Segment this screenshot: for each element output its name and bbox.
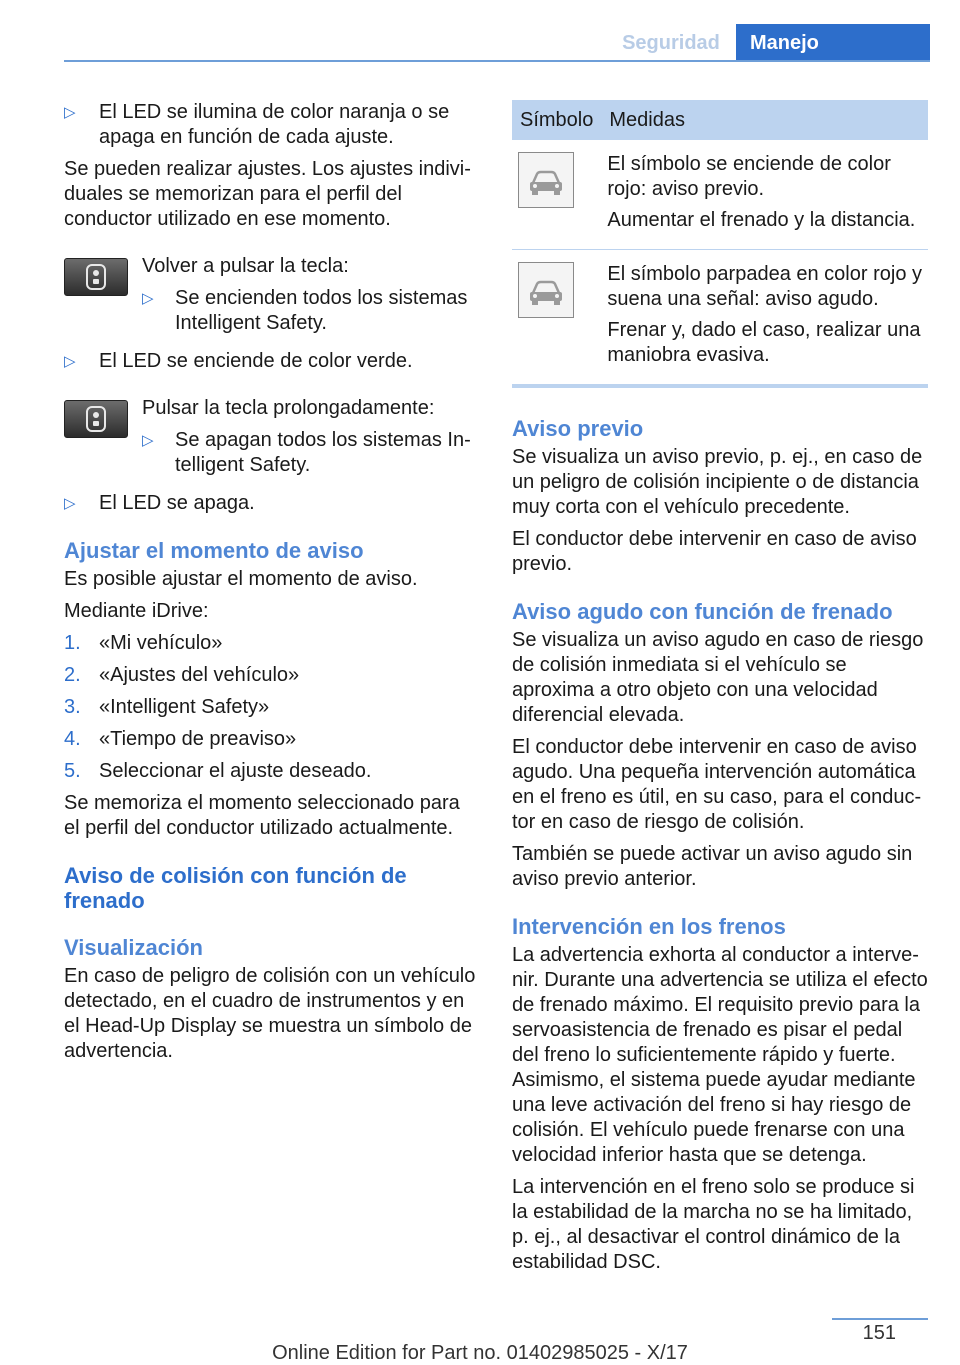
- intelligent-safety-button-icon: [64, 400, 128, 438]
- paragraph-idrive: Mediante iDrive:: [64, 600, 209, 622]
- paragraph-brake2: La intervención en el freno solo se produce si la estabilidad de la marcha no se ha limitado, p. ej., al desactivar el control dinámico de la estabilidad DSC.: [512, 1176, 915, 1273]
- row1-text-a: El símbolo se enciende de color rojo: aviso previo.: [607, 153, 891, 200]
- paragraph-possible: Es posible ajustar el momento de aviso.: [64, 568, 418, 590]
- car-warning-icon: [518, 262, 574, 318]
- key-press-long: [64, 396, 478, 485]
- steps-list: [64, 631, 478, 784]
- footer-rule: [832, 1318, 928, 1320]
- bullet-triangle-icon: ▷: [142, 432, 154, 449]
- heading-adjust: Ajustar el momento de aviso: [64, 538, 364, 563]
- table-header: [512, 100, 928, 140]
- tab-seguridad[interactable]: Seguridad: [622, 32, 720, 54]
- heading-prev: Aviso previo: [512, 416, 644, 441]
- page-header: [0, 24, 960, 62]
- tab-manejo[interactable]: Manejo: [736, 24, 930, 62]
- paragraph-acute2: El conductor debe intervenir en caso de aviso agudo. Una pequeña intervención automática en el freno es útil, en su caso, para el conductor en caso de riesgo de colisión.: [512, 736, 922, 833]
- bullet-led-green: ▷ El LED se enciende de color verde.: [64, 350, 413, 372]
- table-end-rule: [512, 384, 928, 388]
- list-item: 3. «Intelligent Safety»: [64, 696, 270, 718]
- edition-text: Online Edition for Part no. 01402985025 - X/17: [272, 1342, 688, 1364]
- col-symbol-header: Símbolo: [512, 100, 601, 140]
- paragraph-acute1: Se visualiza un aviso agudo en caso de riesgo de colisión inmediata si el vehículo se aproxima a otro objeto con una velocidad diferencial elevada.: [512, 629, 924, 726]
- key2-label: Pulsar la tecla prolongadamente:: [142, 397, 435, 419]
- list-item: 1. «Mi vehículo»: [64, 632, 223, 654]
- right-column: [512, 100, 928, 1282]
- heading-display: Visualización: [64, 935, 203, 960]
- table-row: [512, 140, 928, 250]
- heading-brake: Intervención en los frenos: [512, 914, 786, 939]
- row1-text-b: Aumentar el frenado y la distancia.: [607, 209, 916, 231]
- list-item: 4. «Tiempo de preaviso»: [64, 728, 297, 750]
- left-column: [64, 100, 478, 1071]
- paragraph-prev2: El conductor debe intervenir en caso de aviso previo.: [512, 528, 917, 575]
- paragraph-brake1: La advertencia exhorta al conductor a intervenir. Durante una advertencia se utiliza el efecto de frenado máximo. El requisito previo para la servoasistencia de frenado es pisar el pedal del freno lo suficientemente rápido y fuerte. Asimismo, el sistema puede ayudar mediante una leve activación del freno si hay riesgo de colisión. El vehículo puede frenarse con una velocidad inferior hasta que se detenga.: [512, 944, 928, 1166]
- bullet-triangle-icon: ▷: [142, 290, 154, 307]
- bullet-triangle-icon: ▷: [64, 353, 76, 370]
- symbol-table: [512, 100, 928, 384]
- bullet-triangle-icon: ▷: [64, 104, 76, 121]
- paragraph-adjust: Se pueden realizar ajustes. Los ajustes individuales se memorizan para el perfil del conductor utilizado en ese momento.: [64, 158, 471, 230]
- paragraph-acute3: También se puede activar un aviso agudo sin aviso previo anterior.: [512, 843, 913, 890]
- col-measures-header: Medidas: [601, 100, 928, 140]
- key1-label: Volver a pulsar la tecla:: [142, 255, 349, 277]
- page-footer: [0, 1318, 960, 1362]
- row2-text-a: El símbolo parpadea en color rojo y suena una señal: aviso agudo.: [607, 263, 922, 310]
- intelligent-safety-button-icon: [64, 258, 128, 296]
- heading-collision: Aviso de colisión con función de frenado: [64, 863, 407, 913]
- car-warning-icon: [518, 152, 574, 208]
- list-item: 2. «Ajustes del vehículo»: [64, 664, 300, 686]
- key2-bullet: ▷ Se apagan todos los sistemas Intelligent Safety.: [142, 429, 471, 476]
- paragraph-prev1: Se visualiza un aviso previo, p. ej., en caso de un peligro de colisión incipiente o de distancia muy corta con el vehículo precedente.: [512, 446, 923, 518]
- list-item: 5. Seleccionar el ajuste deseado.: [64, 760, 372, 782]
- table-row: [512, 250, 928, 385]
- row2-text-b: Frenar y, dado el caso, realizar una maniobra evasiva.: [607, 319, 921, 366]
- paragraph-display: En caso de peligro de colisión con un vehículo detectado, en el cuadro de instrumentos y en el Head-Up Display se muestra un símbolo de advertencia.: [64, 965, 476, 1062]
- bullet-led-orange: ▷ El LED se ilumina de color naranja o se apaga en función de cada ajuste.: [64, 101, 450, 148]
- key-press-again: [64, 254, 478, 343]
- page-number: 151: [862, 1322, 896, 1344]
- bullet-triangle-icon: ▷: [64, 495, 76, 512]
- bullet-led-off: ▷ El LED se apaga.: [64, 492, 255, 514]
- header-rule: [64, 60, 930, 62]
- heading-acute: Aviso agudo con función de frenado: [512, 599, 893, 624]
- key1-bullet: ▷ Se encienden todos los sistemas Intelligent Safety.: [142, 287, 468, 334]
- paragraph-memorized: Se memoriza el momento seleccionado para el perfil del conductor utilizado actualmente.: [64, 792, 460, 839]
